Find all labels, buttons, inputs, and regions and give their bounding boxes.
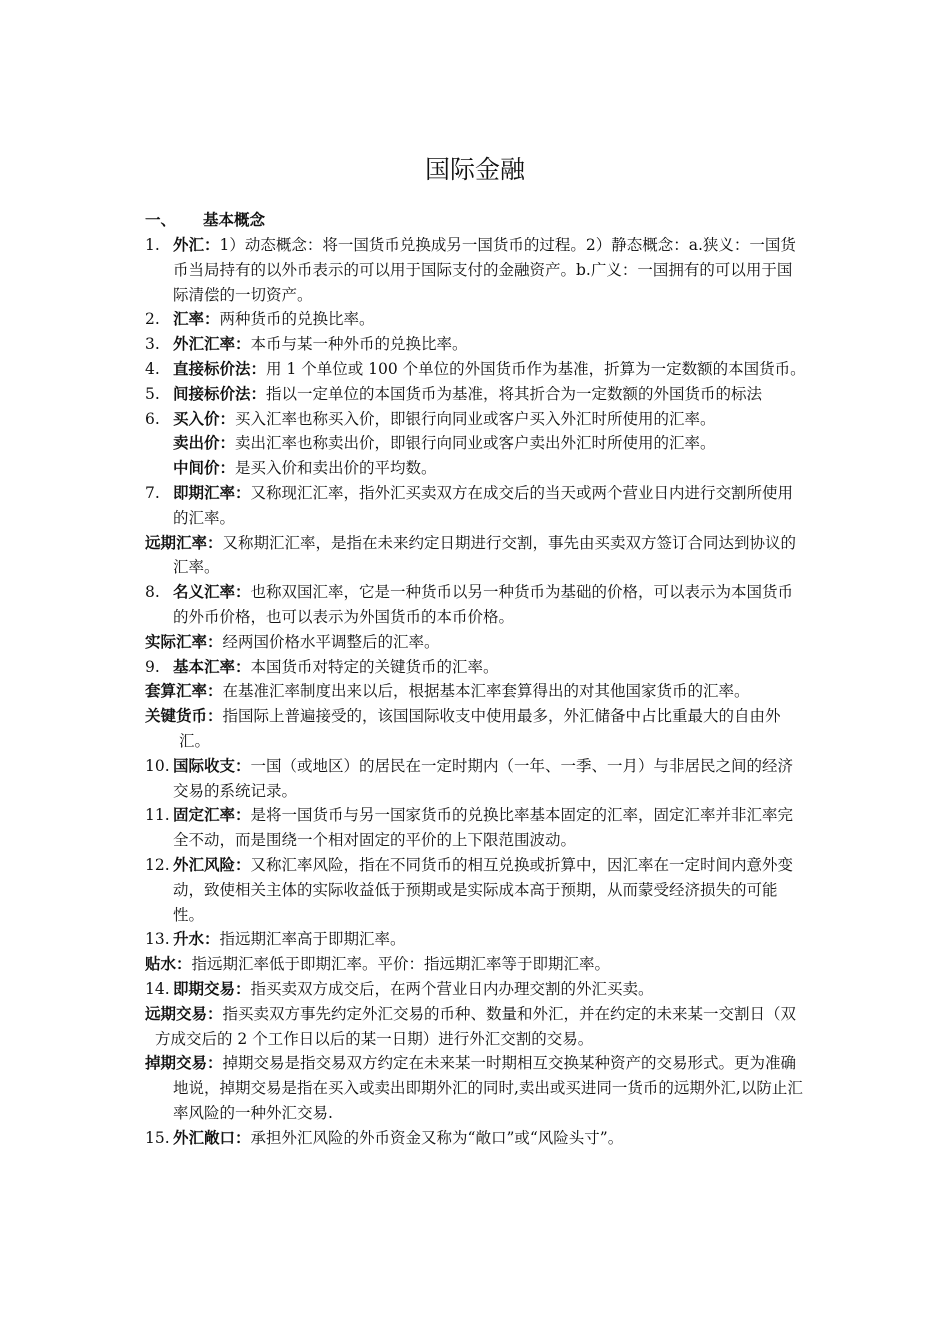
item-text: 指买卖双方成交后，在两个营业日内办理交割的外汇买卖。: [250, 979, 654, 998]
item-term: 外汇汇率：: [173, 334, 251, 354]
item-text: 又称汇率风险，指在不同货币的相互兑换或折算中，因汇率在一定时间内意外变动，致使相关主体的实际收益低于预期或是实际成本高于预期，从而蒙受经济损失的可能性。: [173, 855, 794, 924]
list-item: [145, 803, 807, 853]
item-term: 远期交易：: [145, 1003, 223, 1023]
item-text: 卖出汇率也称卖出价，即银行向同业或客户卖出外汇时所使用的汇率。: [235, 434, 716, 453]
item-term: 套算汇率：: [145, 681, 223, 701]
list-item: [145, 357, 807, 382]
item-text: 本币与某一种外币的兑换比率。: [250, 335, 468, 354]
item-term: 即期交易：: [173, 978, 251, 998]
list-item: [145, 704, 807, 754]
item-text: 又称期汇汇率，是指在未来约定日期进行交割，事先由买卖双方签订合同达到协议的汇率。: [173, 533, 797, 577]
item-term: 名义汇率：: [173, 582, 251, 602]
document-title: 国际金融: [424, 155, 525, 184]
list-item: [145, 580, 807, 630]
item-term: 国际收支：: [173, 755, 251, 775]
list-item: [145, 481, 807, 531]
list-item: [145, 630, 807, 655]
list-item: [145, 1051, 807, 1125]
item-text: 也称双国汇率，它是一种货币以另一种货币为基础的价格，可以表示为本国货币的外币价格，也可以表示为外国货币的本币价格。: [173, 583, 794, 626]
item-term: 基本汇率：: [173, 656, 251, 676]
list-item: [145, 754, 807, 804]
section-heading: [145, 208, 265, 232]
item-text: 又称现汇汇率，指外汇买卖双方在成交后的当天或两个营业日内进行交割所使用的汇率。: [173, 483, 794, 527]
item-text: 指以一定单位的本国货币为基准，将其折合为一定数额的外国货币的标法: [266, 384, 763, 403]
item-term: 固定汇率：: [173, 805, 251, 825]
list-item: [145, 679, 807, 704]
item-text: 指国际上普遍接受的，该国国际收支中使用最多，外汇储备中占比重最大的自由外汇。: [179, 707, 781, 750]
item-term: 直接标价法：: [173, 358, 267, 378]
list-item: [145, 853, 807, 927]
item-text: 在基准汇率制度出来以后，根据基本汇率套算得出的对其他国家货币的汇率。: [222, 682, 750, 701]
item-text: 1）动态概念：将一国货币兑换成另一国货币的过程。2）静态概念：a.狭义：一国货币当局持有的以外币表示的可以用于国际支付的金融资产。b.广义：一国拥有的可以用于国际清偿的一切资产。: [173, 236, 796, 304]
item-number: 2.: [145, 310, 160, 329]
item-term: 外汇敞口：: [173, 1127, 251, 1147]
item-term: 汇率：: [173, 309, 220, 329]
item-term: 即期汇率：: [173, 482, 251, 502]
item-term: 间接标价法：: [173, 383, 267, 403]
item-number: 15.: [145, 1128, 170, 1147]
item-text: 指远期汇率低于即期汇率。平价：指远期汇率等于即期汇率。: [191, 955, 611, 974]
list-item: [145, 382, 807, 407]
list-item: [145, 431, 807, 456]
item-text: 掉期交易是指交易双方约定在未来某一时期相互交换某种资产的交易形式。更为准确地说，掉期交易是指在买入或卖出即期外汇的同时,卖出或买进同一货币的远期外汇,以防止汇率风险的一种外汇交易.: [173, 1054, 803, 1122]
item-text: 两种货币的兑换比率。: [219, 310, 375, 329]
item-number: 3.: [145, 335, 160, 354]
item-text: 指买卖双方事先约定外汇交易的币种、数量和外汇，并在约定的未来某一交割日（双方成交后的 2 个工作日以后的某一日期）进行外汇交割的交易。: [155, 1004, 797, 1048]
list-item: [145, 307, 807, 332]
item-text: 指远期汇率高于即期汇率。: [219, 930, 406, 949]
item-number: 10.: [145, 756, 170, 775]
item-text: 一国（或地区）的居民在一定时期内（一年、一季、一月）与非居民之间的经济交易的系统记录。: [173, 756, 794, 800]
item-number: 6.: [145, 409, 160, 428]
list-item: [145, 456, 807, 481]
item-term: 掉期交易：: [145, 1053, 223, 1073]
item-number: 7.: [145, 483, 160, 502]
item-number: 5.: [145, 384, 160, 403]
item-term: 外汇：: [173, 235, 220, 254]
section-number: 一、: [145, 210, 177, 229]
list-item: [145, 655, 807, 680]
list-item: [145, 531, 807, 581]
item-term: 贴水：: [145, 954, 192, 974]
list-item: [145, 233, 807, 307]
item-text: 用 1 个单位或 100 个单位的外国货币作为基准，折算为一定数额的本国货币。: [266, 359, 806, 378]
list-item: [145, 1002, 807, 1052]
item-text: 买入汇率也称买入价，即银行向同业或客户买入外汇时所使用的汇率。: [235, 409, 716, 428]
item-text: 本国货币对特定的关键货币的汇率。: [250, 657, 499, 676]
item-number: 1.: [145, 236, 160, 254]
item-term: 关键货币：: [145, 706, 223, 726]
item-term: 中间价：: [173, 458, 236, 478]
item-term: 买入价：: [173, 408, 236, 428]
item-text: 经两国价格水平调整后的汇率。: [222, 632, 440, 651]
list-item: [145, 407, 807, 432]
definition-list: [145, 233, 807, 1150]
item-text: 是买入价和卖出价的平均数。: [235, 459, 437, 478]
item-number: 14.: [145, 979, 170, 998]
item-number: 9.: [145, 657, 160, 676]
item-term: 实际汇率：: [145, 631, 223, 651]
list-item: [145, 1126, 807, 1151]
item-term: 远期汇率：: [145, 532, 223, 552]
list-item: [145, 952, 807, 977]
list-item: [145, 927, 807, 952]
item-number: 4.: [145, 359, 160, 378]
item-number: 12.: [145, 855, 170, 874]
item-term: 升水：: [173, 929, 220, 949]
list-item: [145, 332, 807, 357]
item-number: 8.: [145, 583, 160, 602]
list-item: [145, 977, 807, 1002]
item-number: 11.: [145, 806, 170, 825]
section-title: 基本概念: [203, 210, 266, 229]
item-text: 承担外汇风险的外币资金又称为“敞口”或“风险头寸”。: [250, 1128, 624, 1147]
item-text: 是将一国货币与另一国家货币的兑换比率基本固定的汇率，固定汇率并非汇率完全不动，而是围绕一个相对固定的平价的上下限范围波动。: [173, 806, 794, 850]
item-term: 卖出价：: [173, 433, 236, 453]
item-number: 13.: [145, 930, 170, 949]
item-term: 外汇风险：: [173, 854, 251, 874]
